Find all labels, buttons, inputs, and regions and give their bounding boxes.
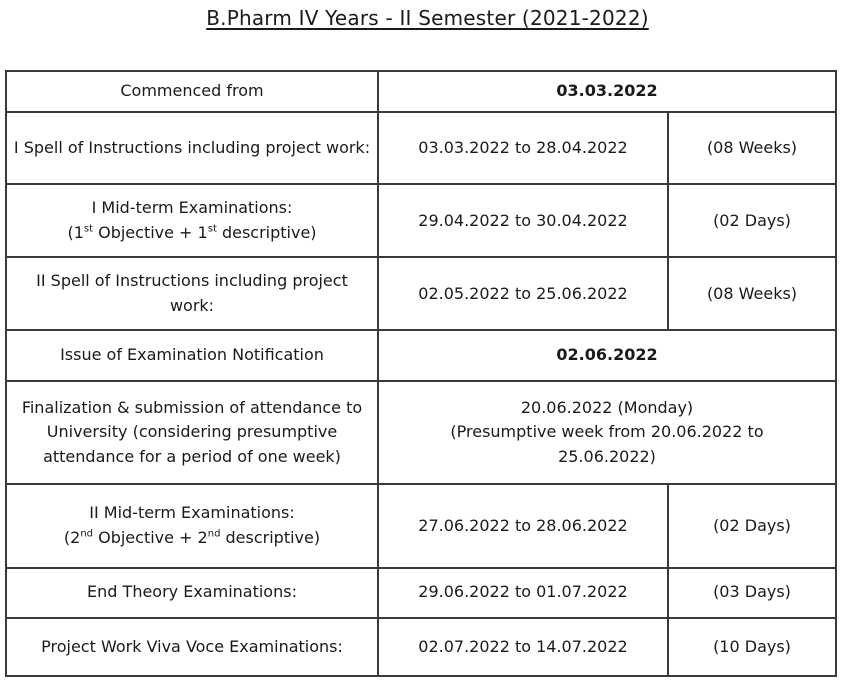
duration-cell: (02 Days) <box>668 184 836 257</box>
event-line <box>13 526 371 551</box>
event-cell: I Spell of Instructions including project work: <box>6 112 378 185</box>
superscript: st <box>83 223 94 235</box>
table-row <box>6 568 836 619</box>
date-cell: 02.06.2022 <box>378 330 836 381</box>
table-row <box>6 257 836 330</box>
date-cell <box>378 381 836 484</box>
date-range-cell: 29.04.2022 to 30.04.2022 <box>378 184 668 257</box>
event-line <box>13 221 371 246</box>
duration-cell: (10 Days) <box>668 618 836 676</box>
superscript: st <box>207 223 217 235</box>
page-title <box>0 6 855 30</box>
event-cell: Commenced from <box>6 71 378 112</box>
date-range-cell: 02.07.2022 to 14.07.2022 <box>378 618 668 676</box>
page-title-text: B.Pharm IV Years - II Semester (2021-2022) <box>206 6 649 30</box>
event-text: descriptive) <box>220 527 321 547</box>
date-note: (Presumptive week from 20.06.2022 to 25.06.2022) <box>450 422 764 467</box>
event-line: II Mid-term Examinations: <box>89 503 295 523</box>
event-cell: Issue of Examination Notification <box>6 330 378 381</box>
date-cell: 03.03.2022 <box>378 71 836 112</box>
superscript: nd <box>80 528 94 540</box>
event-text: (1 <box>67 222 84 242</box>
table-row <box>6 484 836 567</box>
duration-cell: (02 Days) <box>668 484 836 567</box>
superscript: nd <box>207 528 221 540</box>
duration-cell: (08 Weeks) <box>668 257 836 330</box>
event-cell: II Spell of Instructions including project work: <box>6 257 378 330</box>
event-text: descriptive) <box>216 222 317 242</box>
event-text: (2 <box>63 527 81 547</box>
event-cell: Project Work Viva Voce Examinations: <box>6 618 378 676</box>
table-row <box>6 112 836 185</box>
table-row <box>6 330 836 381</box>
date-range-cell: 02.05.2022 to 25.06.2022 <box>378 257 668 330</box>
date-range-cell: 29.06.2022 to 01.07.2022 <box>378 568 668 619</box>
duration-cell: (08 Weeks) <box>668 112 836 185</box>
table-row <box>6 618 836 676</box>
duration-cell: (03 Days) <box>668 568 836 619</box>
date-line: 20.06.2022 (Monday) <box>520 397 694 417</box>
event-line: I Mid-term Examinations: <box>91 198 293 218</box>
event-cell <box>6 484 378 567</box>
table-row <box>6 381 836 484</box>
event-cell <box>6 184 378 257</box>
date-range-cell: 03.03.2022 to 28.04.2022 <box>378 112 668 185</box>
event-text: Objective + 1 <box>93 222 208 242</box>
event-cell: End Theory Examinations: <box>6 568 378 619</box>
academic-calendar-table <box>5 70 837 677</box>
table-row <box>6 71 836 112</box>
date-range-cell: 27.06.2022 to 28.06.2022 <box>378 484 668 567</box>
event-cell: Finalization & submission of attendance to University (considering presumptive attendance for a period of one week) <box>6 381 378 484</box>
table-row <box>6 184 836 257</box>
event-text: Objective + 2 <box>93 527 208 547</box>
